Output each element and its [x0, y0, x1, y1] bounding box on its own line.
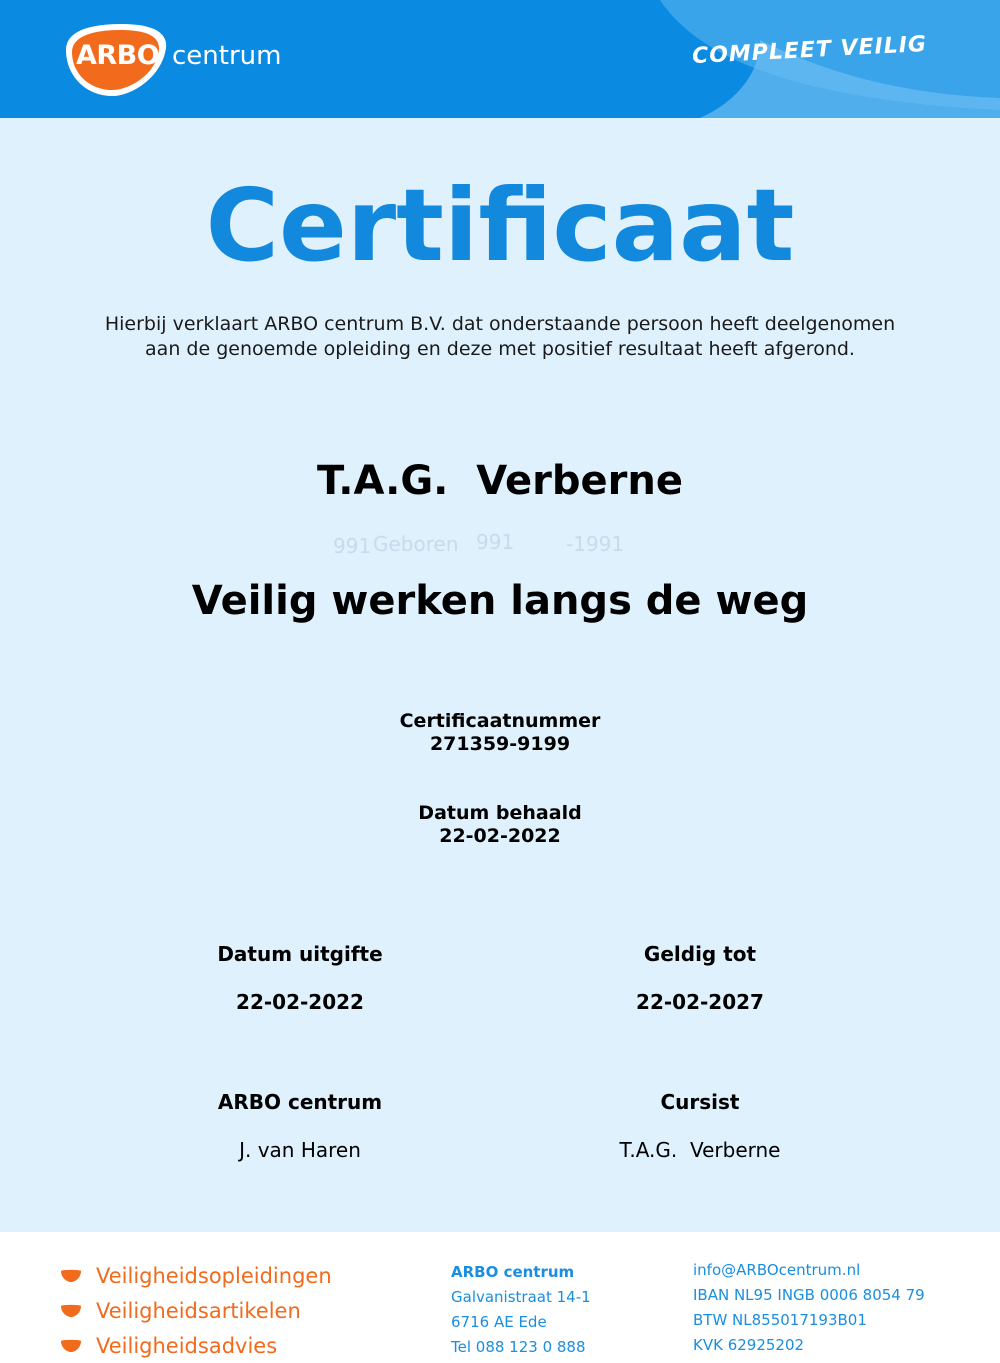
date-achieved-value: 22-02-2022 — [439, 825, 561, 847]
issue-date-label: Datum uitgifte — [217, 942, 383, 966]
address-phone: Tel 088 123 0 888 — [451, 1338, 586, 1356]
logo-centrum-text: centrum — [172, 41, 282, 71]
certificate-intro: Hierbij verklaart ARBO centrum B.V. dat onderstaande persoon heeft deelgenomen aan de genoemde opleiding en deze met positief resultaat heeft afgerond. — [104, 313, 896, 360]
company-iban: IBAN NL95 INGB 0006 8054 79 — [693, 1286, 925, 1304]
course-name: Veilig werken langs de weg — [191, 578, 809, 624]
logo-arbo-text: ARBO — [76, 40, 160, 71]
valid-until-block — [550, 942, 850, 1014]
address-postcode: 6716 AE Ede — [451, 1313, 547, 1331]
company-vat: BTW NL855017193B01 — [693, 1311, 867, 1329]
services-list — [60, 1258, 332, 1363]
orange-bullet-icon — [60, 1269, 82, 1283]
certificate-number-block — [0, 710, 1000, 756]
valid-until-value: 22-02-2027 — [636, 990, 764, 1014]
service-label: Veiligheidsopleidingen — [96, 1263, 332, 1288]
certificate-number-value: 271359-9199 — [429, 733, 571, 755]
certificate-body — [0, 118, 1000, 1232]
valid-until-label: Geldig tot — [643, 942, 757, 966]
signer-student-block — [550, 1090, 850, 1162]
company-details — [693, 1258, 925, 1358]
faint-birth-label: Geboren — [373, 532, 459, 556]
signer-organization-block — [150, 1090, 450, 1162]
header-banner — [0, 0, 1000, 118]
faint-birth-text: 991 — [476, 530, 515, 554]
slogan: COMPLEET VEILIG — [691, 31, 928, 70]
date-achieved-block — [0, 802, 1000, 848]
company-address — [451, 1260, 591, 1360]
address-street: Galvanistraat 14-1 — [451, 1288, 591, 1306]
service-label: Veiligheidsadvies — [96, 1333, 278, 1358]
orange-bullet-icon — [60, 1339, 82, 1353]
certificate-number-label: Certificaatnummer — [399, 710, 601, 732]
signer-student-name: T.A.G. Verberne — [619, 1138, 781, 1162]
signer-organization-label: ARBO centrum — [217, 1090, 383, 1114]
faint-birth-text: -1991 — [566, 532, 625, 556]
signer-organization-name: J. van Haren — [239, 1138, 361, 1162]
service-label: Veiligheidsartikelen — [96, 1298, 301, 1323]
company-kvk: KVK 62925202 — [693, 1336, 805, 1354]
participant-name: T.A.G. Verberne — [317, 458, 683, 504]
issue-date-value: 22-02-2022 — [236, 990, 364, 1014]
certificate-title: Certificaat — [205, 167, 795, 284]
service-item — [60, 1293, 332, 1328]
signer-student-label: Cursist — [660, 1090, 740, 1114]
issue-date-block — [150, 942, 450, 1014]
faint-birth-text: 991 — [333, 534, 372, 558]
orange-bullet-icon — [60, 1304, 82, 1318]
address-company-name: ARBO centrum — [451, 1263, 575, 1281]
footer — [0, 1232, 1000, 1359]
date-achieved-label: Datum behaald — [418, 802, 582, 824]
company-email[interactable]: info@ARBOcentrum.nl — [693, 1261, 861, 1279]
service-item — [60, 1258, 332, 1293]
service-item — [60, 1328, 332, 1363]
